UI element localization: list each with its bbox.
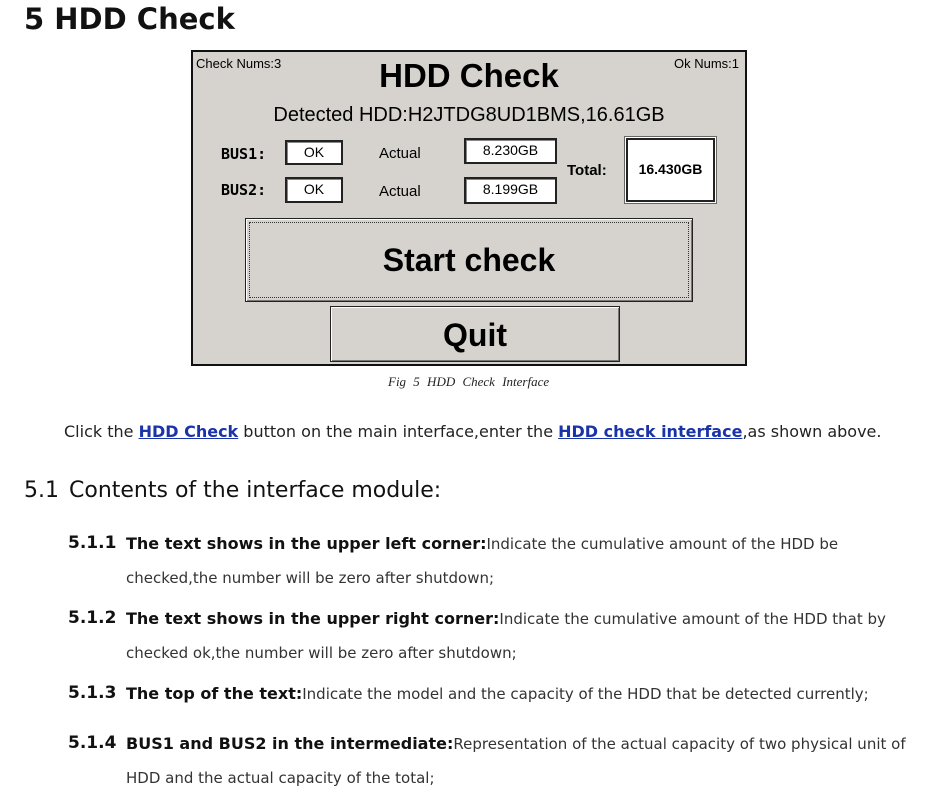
intro-text-2: button on the main interface,enter the xyxy=(238,422,559,441)
hdd-check-link[interactable]: HDD Check xyxy=(138,422,239,441)
item-text xyxy=(126,527,916,595)
section-number: 5.1 xyxy=(24,478,59,503)
bus2-actual-label: Actual xyxy=(379,183,421,200)
item-description: Indicate the model and the capacity of the HDD that be detected currently; xyxy=(302,685,869,703)
item-title: The text shows in the upper right corner: xyxy=(126,609,500,628)
intro-text-1: Click the xyxy=(64,422,139,441)
item-description: Indicate the cumulative amount of the HDD that by checked ok,the number will be zero after shutdown; xyxy=(126,610,886,662)
item-number: 5.1.2 xyxy=(68,608,117,628)
section-heading xyxy=(24,478,441,503)
bus1-actual-label: Actual xyxy=(379,145,421,162)
bus2-status-field: OK xyxy=(285,177,343,203)
item-text xyxy=(126,602,916,670)
item-text xyxy=(126,677,916,711)
bus1-actual-field: 8.230GB xyxy=(464,138,557,164)
bus1-status-field: OK xyxy=(285,140,343,165)
item-text xyxy=(126,727,916,795)
detected-hdd-label: Detected HDD:H2JTDG8UD1BMS,16.61GB xyxy=(273,104,665,126)
item-description: Representation of the actual capacity of two physical unit of HDD and the actual capacity of the total; xyxy=(126,735,906,787)
quit-button[interactable]: Quit xyxy=(330,306,620,362)
section-title: Contents of the interface module: xyxy=(69,478,442,503)
bus1-label: BUS1: xyxy=(221,145,267,163)
intro-text-3: ,as shown above. xyxy=(742,422,882,441)
bus2-label: BUS2: xyxy=(221,181,267,199)
ok-nums-label: Ok Nums:1 xyxy=(673,56,739,71)
item-title: The text shows in the upper left corner: xyxy=(126,534,487,553)
check-nums-label: Check Nums:3 xyxy=(196,56,282,71)
figure-caption: Fig 5 HDD Check Interface xyxy=(388,374,550,389)
item-description: Indicate the cumulative amount of the HDD be checked,the number will be zero after shutdown; xyxy=(126,535,839,587)
document-heading: 5 HDD Check xyxy=(24,2,235,36)
hdd-check-interface-link[interactable]: HDD check interface xyxy=(558,422,743,441)
intro-paragraph xyxy=(64,422,881,441)
item-title: BUS1 and BUS2 in the intermediate: xyxy=(126,734,454,753)
item-number: 5.1.4 xyxy=(68,733,117,753)
hdd-check-screenshot xyxy=(191,50,747,366)
item-number: 5.1.3 xyxy=(68,683,117,703)
item-number: 5.1.1 xyxy=(68,533,117,553)
bus2-actual-field: 8.199GB xyxy=(464,177,557,204)
total-label: Total: xyxy=(567,162,607,179)
total-value-field: 16.430GB xyxy=(626,138,715,202)
panel-title: HDD Check xyxy=(379,57,559,94)
item-title: The top of the text: xyxy=(126,684,303,703)
start-check-button[interactable]: Start check xyxy=(245,218,693,302)
